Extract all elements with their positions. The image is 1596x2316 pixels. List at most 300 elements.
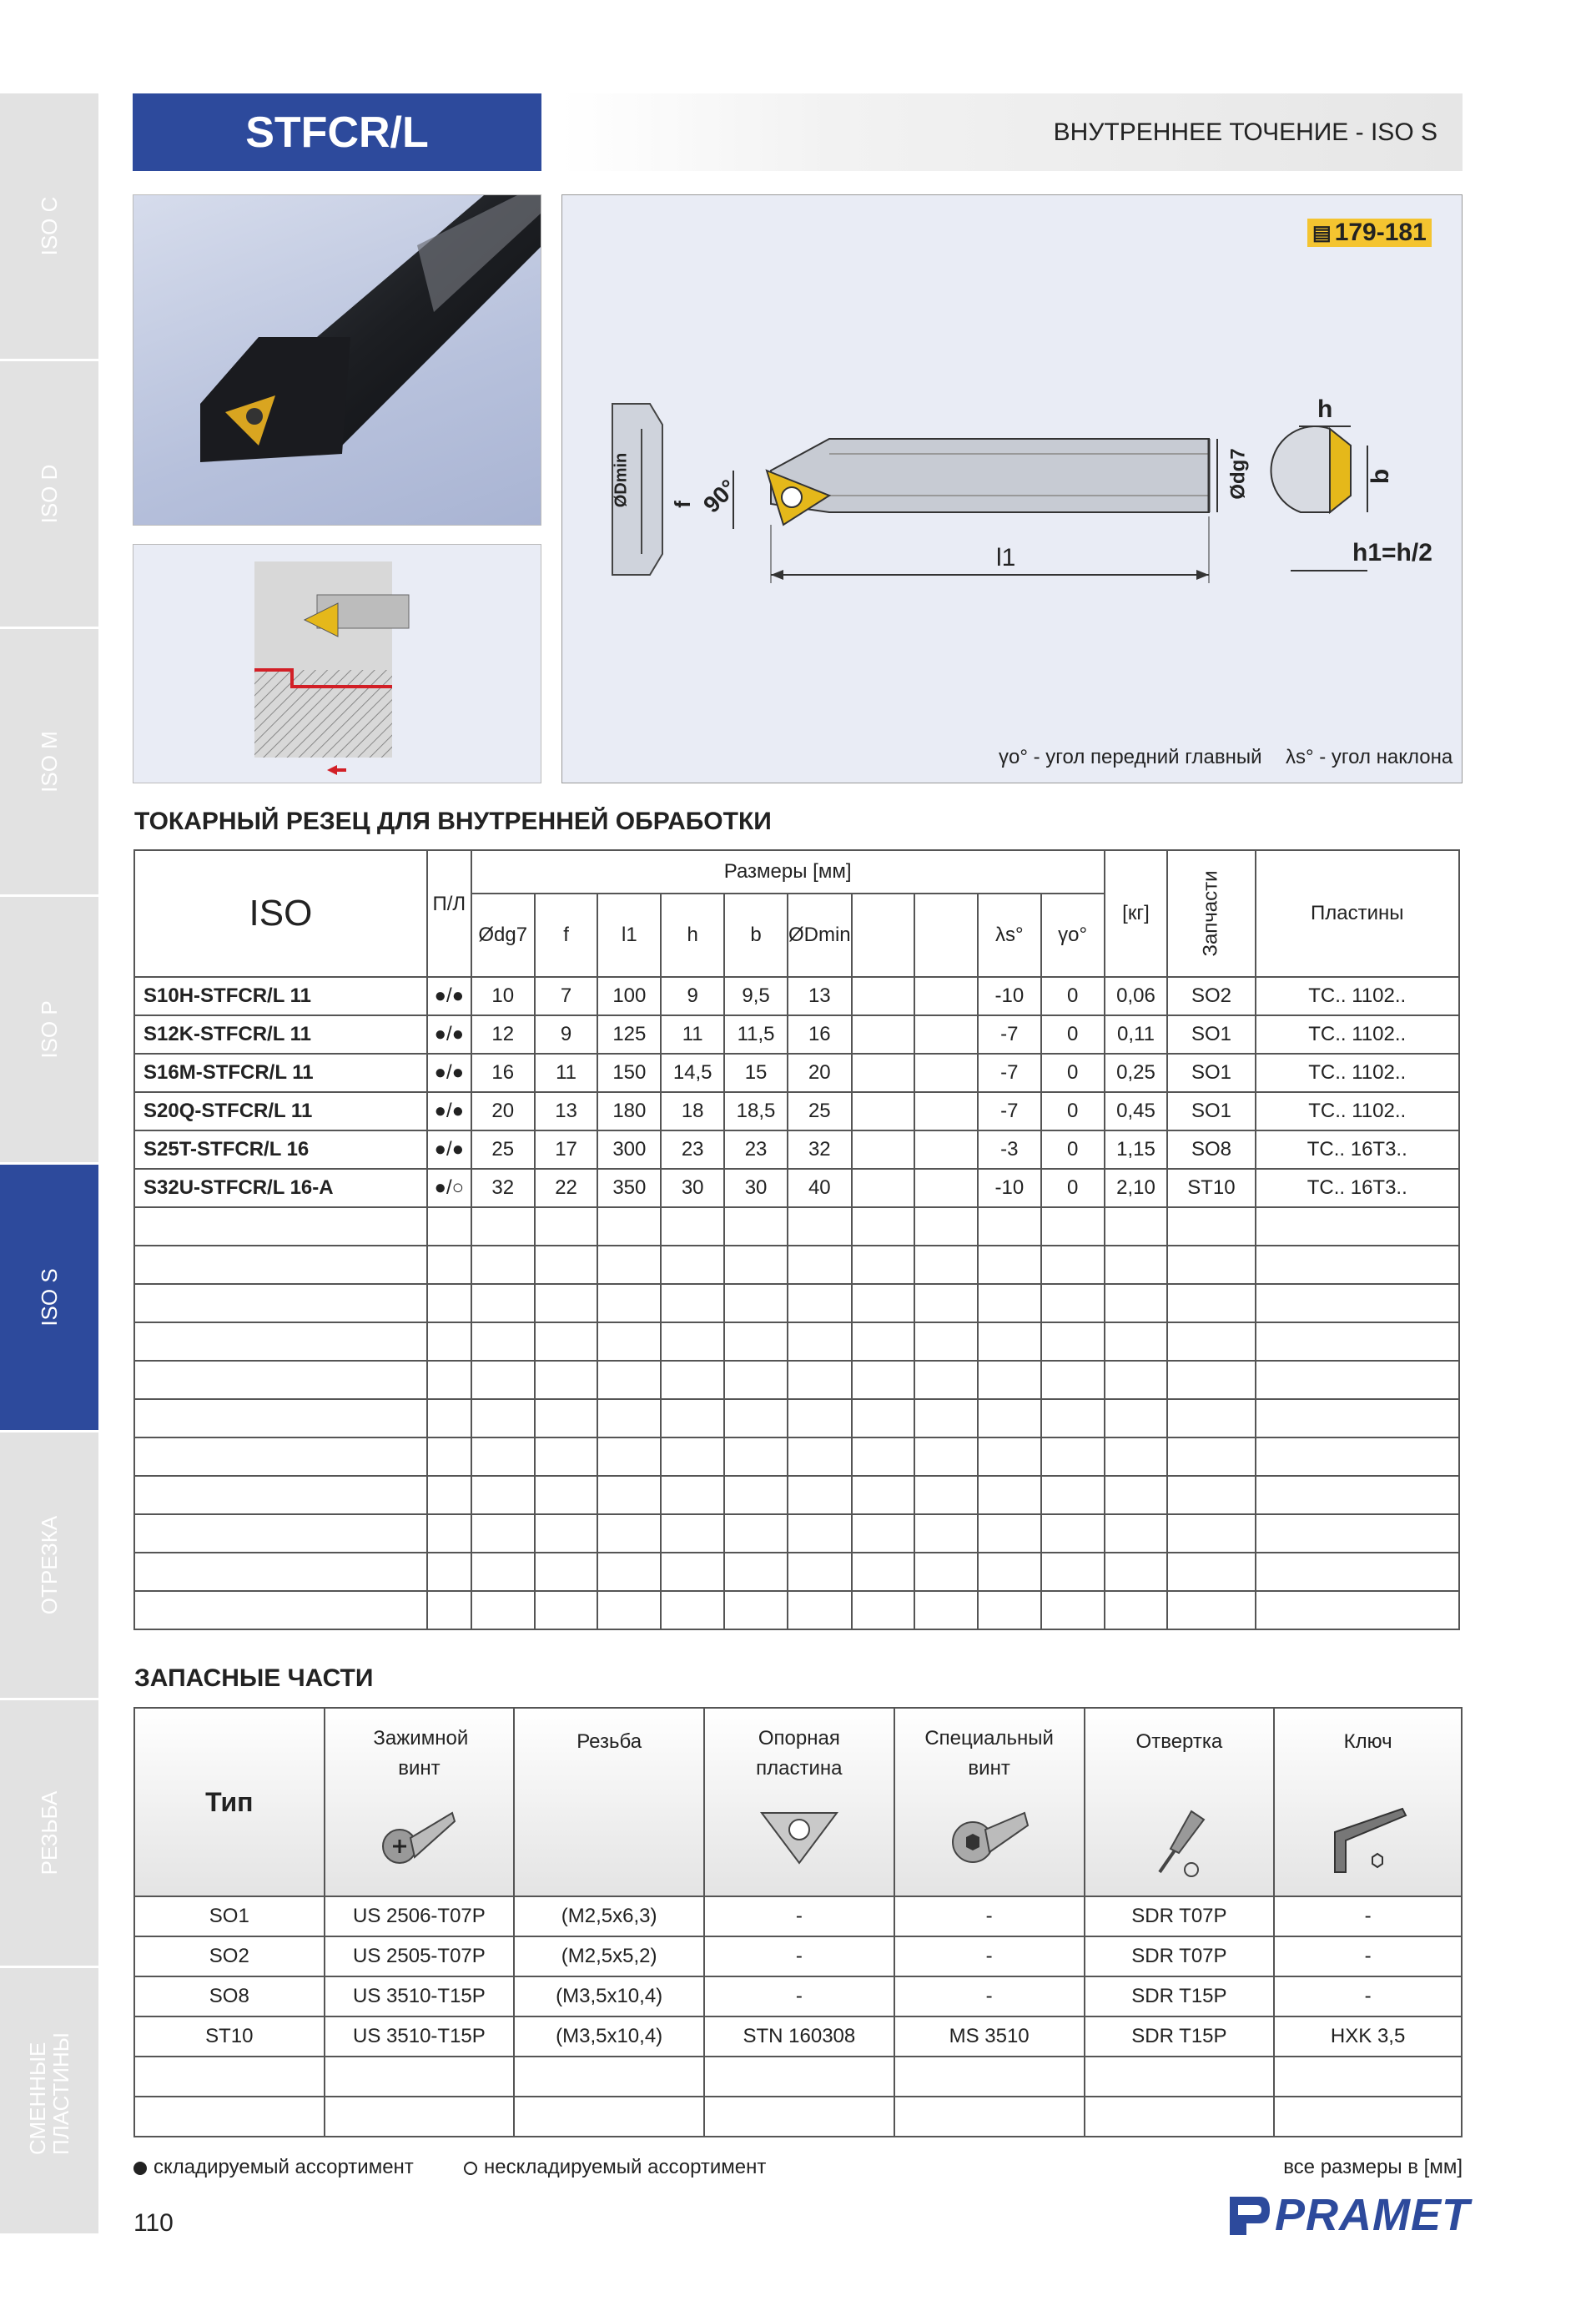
brand-logo [1226, 2190, 1470, 2240]
empty-cell [724, 1437, 788, 1476]
cell-d: 12 [471, 1015, 535, 1054]
empty-cell [1041, 1322, 1105, 1361]
empty-cell [597, 1361, 661, 1399]
empty-cell [1105, 1514, 1168, 1553]
empty-cell [1105, 1591, 1168, 1629]
boring-bar-drawing [562, 195, 1463, 784]
side-tab-label: ISO D [37, 464, 62, 524]
cell-c5: SDR T07P [1085, 1936, 1275, 1976]
cell-l1: 180 [597, 1092, 661, 1130]
table-row [134, 1976, 1462, 2016]
side-tab-inserts[interactable] [0, 1968, 98, 2236]
cell-c1: US 2506-T07P [325, 1896, 515, 1936]
cell-c6: - [1274, 1936, 1462, 1976]
cell-l1: 350 [597, 1169, 661, 1207]
empty-cell [788, 1437, 852, 1476]
col-header: γo° [1041, 894, 1105, 977]
empty-cell [1256, 1207, 1460, 1246]
empty-cell [978, 1553, 1041, 1591]
cell-kg: 0,45 [1105, 1092, 1168, 1130]
type-header [134, 1708, 325, 1896]
cell-pl: ●/● [427, 1054, 471, 1092]
empty-cell [914, 1361, 978, 1399]
empty-cell [661, 1514, 724, 1553]
empty-cell [852, 1514, 915, 1553]
empty-cell [471, 1553, 535, 1591]
dim-b-label: b [1367, 468, 1395, 485]
cell-ls: -3 [978, 1130, 1041, 1169]
col-header [852, 894, 915, 977]
empty-cell [661, 1361, 724, 1399]
cell-ins: TC.. 1102.. [1256, 1054, 1460, 1092]
empty-cell [134, 1514, 427, 1553]
cell-kg: 1,15 [1105, 1130, 1168, 1169]
cell-e1 [852, 1054, 915, 1092]
legend-nonstocked [464, 2156, 766, 2179]
empty-cell [1256, 1361, 1460, 1399]
dim-angle-label: 90° [697, 474, 742, 518]
empty-cell [597, 1322, 661, 1361]
dim-h1-label: h1=h/2 [1352, 539, 1432, 566]
empty-cell [535, 1476, 598, 1514]
empty-cell [535, 1322, 598, 1361]
empty-cell [704, 2097, 894, 2137]
empty-cell [788, 1322, 852, 1361]
table-row [134, 1936, 1462, 1976]
thread-header: Резьба [514, 1708, 704, 1896]
empty-cell [134, 1361, 427, 1399]
empty-cell [325, 2057, 515, 2097]
col-header: λs° [978, 894, 1041, 977]
cell-c3: STN 160308 [704, 2016, 894, 2057]
empty-cell [471, 1437, 535, 1476]
empty-cell [535, 1553, 598, 1591]
side-tab-threading[interactable] [0, 1700, 98, 1968]
empty-cell [724, 1399, 788, 1437]
cell-f: 13 [535, 1092, 598, 1130]
empty-cell [134, 1284, 427, 1322]
empty-cell [978, 1207, 1041, 1246]
cell-c2: (M2,5x6,3) [514, 1896, 704, 1936]
side-tab-label: ISO P [37, 1000, 62, 1059]
empty-cell [978, 1476, 1041, 1514]
cell-f: 17 [535, 1130, 598, 1169]
cell-kg: 2,10 [1105, 1169, 1168, 1207]
empty-cell [788, 1591, 852, 1629]
empty-row [134, 1322, 1459, 1361]
empty-cell [134, 1476, 427, 1514]
cell-h: 9 [661, 977, 724, 1015]
empty-cell [724, 1553, 788, 1591]
empty-cell [1105, 1476, 1168, 1514]
cell-go: 0 [1041, 977, 1105, 1015]
cell-l1: 150 [597, 1054, 661, 1092]
header-text: Зажимной винт [373, 1727, 469, 1780]
header-text: Специальный винт [924, 1727, 1054, 1780]
empty-cell [1167, 1437, 1255, 1476]
empty-cell [724, 1246, 788, 1284]
empty-cell [1041, 1437, 1105, 1476]
empty-cell [1167, 1399, 1255, 1437]
empty-cell [852, 1246, 915, 1284]
empty-cell [914, 1514, 978, 1553]
cell-sp: SO8 [1167, 1130, 1255, 1169]
empty-cell [1041, 1514, 1105, 1553]
legend-lambda: λs° - угол наклона [1286, 746, 1453, 768]
empty-cell [788, 1207, 852, 1246]
empty-cell [852, 1553, 915, 1591]
col-header: b [724, 894, 788, 977]
cell-c6: HXK 3,5 [1274, 2016, 1462, 2057]
cell-d: 25 [471, 1130, 535, 1169]
cell-t: SO8 [134, 1976, 325, 2016]
empty-cell [978, 1322, 1041, 1361]
table-row [134, 1015, 1459, 1054]
empty-cell [597, 1207, 661, 1246]
weight-header: [кг] [1105, 850, 1168, 977]
empty-cell [661, 1399, 724, 1437]
empty-cell [535, 1246, 598, 1284]
cell-b: 18,5 [724, 1092, 788, 1130]
empty-cell [1256, 1322, 1460, 1361]
empty-cell [514, 2097, 704, 2137]
empty-cell [661, 1284, 724, 1322]
empty-cell [1256, 1399, 1460, 1437]
table-row [134, 977, 1459, 1015]
empty-cell [852, 1284, 915, 1322]
empty-cell [1256, 1514, 1460, 1553]
side-tab-label: ISO C [37, 196, 62, 256]
side-tab-iso-p[interactable] [0, 897, 98, 1165]
dim-f-label: f [669, 501, 695, 508]
empty-cell [325, 2097, 515, 2137]
empty-cell [427, 1591, 471, 1629]
empty-cell [852, 1437, 915, 1476]
cell-c4: - [894, 1936, 1085, 1976]
empty-cell [894, 2057, 1085, 2097]
cell-ins: TC.. 1102.. [1256, 1092, 1460, 1130]
cell-dmin: 16 [788, 1015, 852, 1054]
cell-pl: ●/● [427, 1092, 471, 1130]
cell-t: ST10 [134, 2016, 325, 2057]
cell-h: 14,5 [661, 1054, 724, 1092]
cell-dmin: 13 [788, 977, 852, 1015]
empty-cell [724, 1591, 788, 1629]
cell-ls: -7 [978, 1054, 1041, 1092]
empty-cell [514, 2057, 704, 2097]
legend-stocked-text: складируемый ассортимент [154, 2156, 414, 2178]
empty-cell [535, 1437, 598, 1476]
empty-cell [1105, 1399, 1168, 1437]
empty-cell [597, 1553, 661, 1591]
document-icon: ▤ [1312, 221, 1332, 244]
dim-dg7-label: Ødg7 [1226, 448, 1250, 500]
cell-ins: TC.. 16T3.. [1256, 1130, 1460, 1169]
empty-cell [788, 1476, 852, 1514]
side-tab-label: РЕЗЬБА [37, 1790, 62, 1875]
empty-cell [724, 1361, 788, 1399]
spares-heading: ЗАПАСНЫЕ ЧАСТИ [134, 1664, 374, 1692]
empty-cell [1167, 1514, 1255, 1553]
empty-cell [427, 1207, 471, 1246]
empty-cell [1041, 1591, 1105, 1629]
empty-row [134, 1476, 1459, 1514]
empty-cell [535, 1591, 598, 1629]
empty-cell [1105, 1246, 1168, 1284]
empty-cell [894, 2097, 1085, 2137]
empty-cell [1274, 2057, 1462, 2097]
table-row [134, 1130, 1459, 1169]
special-screw-header [894, 1708, 1085, 1896]
cell-c2: (M3,5x10,4) [514, 1976, 704, 2016]
cell-dmin: 32 [788, 1130, 852, 1169]
empty-cell [134, 1207, 427, 1246]
cell-e1 [852, 1169, 915, 1207]
empty-cell [427, 1553, 471, 1591]
empty-cell [1085, 2057, 1275, 2097]
cell-c6: - [1274, 1896, 1462, 1936]
cell-f: 22 [535, 1169, 598, 1207]
empty-cell [134, 1399, 427, 1437]
empty-cell [914, 1246, 978, 1284]
empty-cell [1167, 1207, 1255, 1246]
empty-cell [724, 1514, 788, 1553]
empty-cell [788, 1246, 852, 1284]
empty-cell [661, 1437, 724, 1476]
cell-ins: TC.. 16T3.. [1256, 1169, 1460, 1207]
col-header: f [535, 894, 598, 977]
empty-cell [134, 2057, 325, 2097]
cell-e2 [914, 1054, 978, 1092]
cell-e1 [852, 1092, 915, 1130]
empty-cell [1041, 1361, 1105, 1399]
empty-row [134, 1553, 1459, 1591]
side-tab-label: ОТРЕЗКА [37, 1515, 62, 1615]
product-photo [133, 194, 541, 526]
header-text: Отвертка [1135, 1730, 1223, 1753]
empty-cell [134, 1322, 427, 1361]
empty-cell [427, 1361, 471, 1399]
side-tab-parting[interactable] [0, 1432, 98, 1700]
hex-key-icon [1322, 1807, 1414, 1882]
cell-b: 15 [724, 1054, 788, 1092]
empty-cell [914, 1322, 978, 1361]
all-dims-note: все размеры в [мм] [1283, 2156, 1463, 2178]
empty-cell [427, 1246, 471, 1284]
legend-gamma: γo° - угол передний главный [999, 746, 1262, 768]
cell-ls: -7 [978, 1092, 1041, 1130]
empty-cell [1274, 2097, 1462, 2137]
cell-ins: TC.. 1102.. [1256, 977, 1460, 1015]
empty-cell [597, 1399, 661, 1437]
empty-cell [535, 1207, 598, 1246]
empty-cell [788, 1361, 852, 1399]
empty-cell [471, 1322, 535, 1361]
screwdriver-header [1085, 1708, 1275, 1896]
empty-cell [1256, 1246, 1460, 1284]
screwdriver-icon [1141, 1807, 1216, 1882]
empty-cell [597, 1437, 661, 1476]
empty-cell [1256, 1476, 1460, 1514]
cell-f: 7 [535, 977, 598, 1015]
cell-sp: SO1 [1167, 1015, 1255, 1054]
empty-cell [1041, 1207, 1105, 1246]
iso-header: ISO [134, 850, 427, 977]
cell-h: 30 [661, 1169, 724, 1207]
page-title: STFCR/L [133, 93, 541, 171]
empty-cell [978, 1361, 1041, 1399]
empty-cell [471, 1514, 535, 1553]
cell-c4: - [894, 1896, 1085, 1936]
empty-cell [427, 1284, 471, 1322]
empty-cell [852, 1591, 915, 1629]
table-row [134, 1054, 1459, 1092]
cell-h: 11 [661, 1015, 724, 1054]
empty-cell [724, 1476, 788, 1514]
dims-group-header: Размеры [мм] [471, 850, 1105, 894]
empty-cell [1041, 1399, 1105, 1437]
col-header: ØDmin [788, 894, 852, 977]
empty-cell [597, 1514, 661, 1553]
empty-cell [535, 1399, 598, 1437]
empty-cell [788, 1399, 852, 1437]
empty-cell [914, 1437, 978, 1476]
cell-h: 18 [661, 1092, 724, 1130]
cell-sp: ST10 [1167, 1169, 1255, 1207]
empty-cell [704, 2057, 894, 2097]
pl-header: П/Л [427, 850, 471, 977]
special-screw-icon [948, 1800, 1031, 1867]
empty-cell [134, 1591, 427, 1629]
cell-dmin: 40 [788, 1169, 852, 1207]
empty-cell [978, 1591, 1041, 1629]
tool-table [133, 849, 1460, 1630]
tool-code: S10H-STFCR/L 11 [134, 977, 427, 1015]
type-header-text: Тип [205, 1787, 254, 1817]
col-header: l1 [597, 894, 661, 977]
empty-cell [978, 1399, 1041, 1437]
cell-c2: (M2,5x5,2) [514, 1936, 704, 1976]
cell-e1 [852, 1015, 915, 1054]
empty-cell [471, 1284, 535, 1322]
cell-d: 32 [471, 1169, 535, 1207]
empty-cell [535, 1361, 598, 1399]
spares-header [1167, 850, 1255, 977]
key-header [1274, 1708, 1462, 1896]
empty-cell [914, 1476, 978, 1514]
empty-cell [661, 1246, 724, 1284]
table-row [134, 1896, 1462, 1936]
col-header: h [661, 894, 724, 977]
empty-cell [1167, 1284, 1255, 1322]
empty-row [134, 1284, 1459, 1322]
empty-cell [134, 2097, 325, 2137]
cell-kg: 0,25 [1105, 1054, 1168, 1092]
tool-code: S12K-STFCR/L 11 [134, 1015, 427, 1054]
side-tab-label: ISO S [37, 1268, 62, 1327]
empty-cell [1105, 1553, 1168, 1591]
cell-c1: US 2505-T07P [325, 1936, 515, 1976]
empty-cell [914, 1553, 978, 1591]
empty-cell [1167, 1476, 1255, 1514]
page-subtitle [561, 93, 1463, 171]
cell-l1: 100 [597, 977, 661, 1015]
technical-drawing [561, 194, 1463, 783]
empty-cell [427, 1437, 471, 1476]
cell-go: 0 [1041, 1092, 1105, 1130]
empty-cell [914, 1284, 978, 1322]
empty-cell [1105, 1322, 1168, 1361]
empty-cell [852, 1361, 915, 1399]
filled-dot-icon [133, 2162, 147, 2175]
empty-cell [1167, 1361, 1255, 1399]
cell-go: 0 [1041, 1169, 1105, 1207]
empty-cell [852, 1322, 915, 1361]
empty-cell [788, 1284, 852, 1322]
side-tab-iso-s[interactable] [0, 1165, 98, 1432]
empty-cell [427, 1399, 471, 1437]
empty-cell [1167, 1322, 1255, 1361]
side-tab-iso-c[interactable] [0, 93, 98, 361]
table-row [134, 2016, 1462, 2057]
dim-dmin-label: ØDmin [612, 452, 631, 508]
clamp-screw-header [325, 1708, 515, 1896]
empty-row [134, 1437, 1459, 1476]
empty-cell [978, 1284, 1041, 1322]
empty-cell [1167, 1553, 1255, 1591]
empty-cell [1256, 1284, 1460, 1322]
cell-go: 0 [1041, 1015, 1105, 1054]
empty-cell [661, 1207, 724, 1246]
side-tab-iso-d[interactable] [0, 361, 98, 629]
table-row [134, 1169, 1459, 1207]
cell-c5: SDR T07P [1085, 1896, 1275, 1936]
cell-c1: US 3510-T15P [325, 1976, 515, 2016]
main-table-heading: ТОКАРНЫЙ РЕЗЕЦ ДЛЯ ВНУТРЕННЕЙ ОБРАБОТКИ [134, 808, 772, 835]
empty-cell [134, 1553, 427, 1591]
subtitle-text: ВНУТРЕННЕЕ ТОЧЕНИЕ - ISO S [1053, 118, 1437, 146]
empty-row [134, 1591, 1459, 1629]
cell-ls: -7 [978, 1015, 1041, 1054]
cell-go: 0 [1041, 1054, 1105, 1092]
cell-pl: ●/○ [427, 1169, 471, 1207]
side-tab-iso-m[interactable] [0, 629, 98, 897]
cell-sp: SO1 [1167, 1092, 1255, 1130]
cell-c4: - [894, 1976, 1085, 2016]
hollow-dot-icon [464, 2162, 477, 2175]
cell-l1: 300 [597, 1130, 661, 1169]
cell-b: 9,5 [724, 977, 788, 1015]
empty-cell [852, 1207, 915, 1246]
empty-row [134, 1246, 1459, 1284]
col-header [914, 894, 978, 977]
empty-cell [471, 1591, 535, 1629]
cell-pl: ●/● [427, 1015, 471, 1054]
table-row [134, 1092, 1459, 1130]
header-text: Опорная пластина [756, 1727, 843, 1780]
cell-pl: ●/● [427, 977, 471, 1015]
empty-cell [597, 1591, 661, 1629]
cell-e1 [852, 977, 915, 1015]
cell-go: 0 [1041, 1130, 1105, 1169]
empty-cell [978, 1246, 1041, 1284]
empty-cell [788, 1553, 852, 1591]
empty-cell [134, 1437, 427, 1476]
empty-cell [471, 1246, 535, 1284]
empty-cell [597, 1284, 661, 1322]
legend-stocked [133, 2156, 414, 2179]
empty-cell [661, 1322, 724, 1361]
